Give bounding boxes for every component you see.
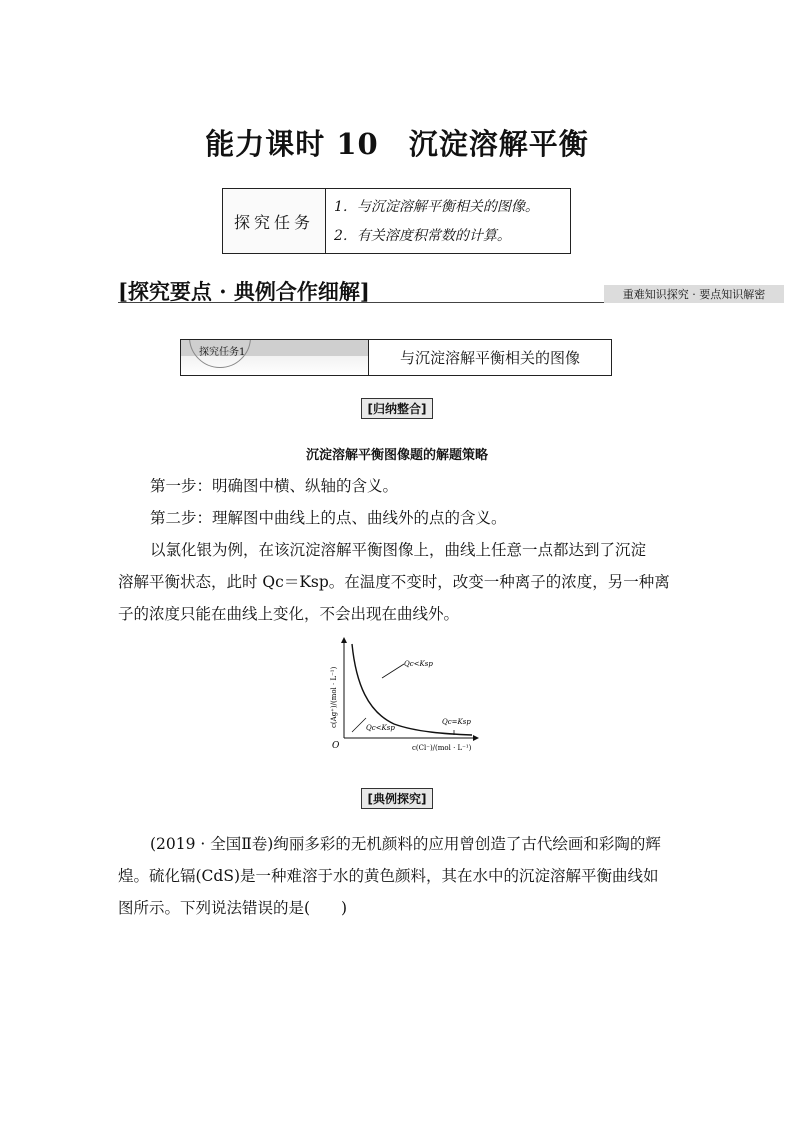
label-on-curve: Qc=Ksp bbox=[442, 718, 471, 726]
example-tag bbox=[0, 788, 794, 809]
pointer-line bbox=[352, 718, 366, 732]
explanation-line-1: 以氯化银为例，在该沉淀溶解平衡图像上，曲线上任意一点都达到了沉淀 bbox=[150, 541, 647, 559]
section-divider bbox=[118, 302, 604, 303]
solubility-curve-figure bbox=[316, 636, 480, 754]
explanation-line-2: 溶解平衡状态，此时 Qc＝Ksp。在温度不变时，改变一种离子的浓度，另一种离 bbox=[118, 573, 670, 591]
task-item: 2．有关溶度积常数的计算。 bbox=[334, 228, 511, 244]
summary-tag-text: [归纳整合] bbox=[361, 398, 434, 419]
step-1: 第一步：明确图中横、纵轴的含义。 bbox=[150, 477, 399, 495]
strategy-title: 沉淀溶解平衡图像题的解题策略 bbox=[305, 448, 488, 463]
example-tag-text: [典例探究] bbox=[361, 788, 434, 809]
task-banner bbox=[180, 339, 612, 376]
task-table-label: 探究任务 bbox=[223, 189, 326, 253]
summary-tag bbox=[0, 398, 794, 419]
task-table-items bbox=[326, 189, 570, 253]
step-2: 第二步：理解图中曲线上的点、曲线外的点的含义。 bbox=[150, 509, 507, 527]
origin-label: O bbox=[332, 741, 340, 751]
task-item: 1．与沉淀溶解平衡相关的图像。 bbox=[334, 199, 539, 215]
pointer-line bbox=[382, 664, 404, 678]
question-line-1: (2019 · 全国Ⅱ卷)绚丽多彩的无机颜料的应用曾创造了古代绘画和彩陶的辉 bbox=[150, 835, 661, 853]
task-banner-title: 与沉淀溶解平衡相关的图像 bbox=[399, 349, 580, 367]
task-banner-label: 探究任务1 bbox=[199, 347, 246, 358]
question-line-2: 煌。硫化镉(CdS)是一种难溶于水的黄色颜料，其在水中的沉淀溶解平衡曲线如 bbox=[118, 867, 659, 885]
label-below-curve: Qc<Ksp bbox=[366, 724, 395, 732]
page-title: 能力课时 10 沉淀溶解平衡 bbox=[205, 127, 589, 161]
y-axis-label: c(Ag⁺)/(mol · L⁻¹) bbox=[330, 666, 338, 728]
section-tag: 重难知识探究 · 要点知识解密 bbox=[604, 285, 784, 303]
task-banner-label-box bbox=[181, 340, 369, 375]
question-line-3: 图所示。下列说法错误的是( ) bbox=[118, 899, 348, 917]
task-table bbox=[222, 188, 571, 254]
section-heading: [探究要点 · 典例合作细解] bbox=[118, 279, 370, 304]
explanation-line-3: 子的浓度只能在曲线上变化，不会出现在曲线外。 bbox=[118, 605, 460, 623]
x-axis-label: c(Cl⁻)/(mol · L⁻¹) bbox=[412, 744, 472, 752]
label-above-curve: Qc<Ksp bbox=[404, 660, 433, 668]
